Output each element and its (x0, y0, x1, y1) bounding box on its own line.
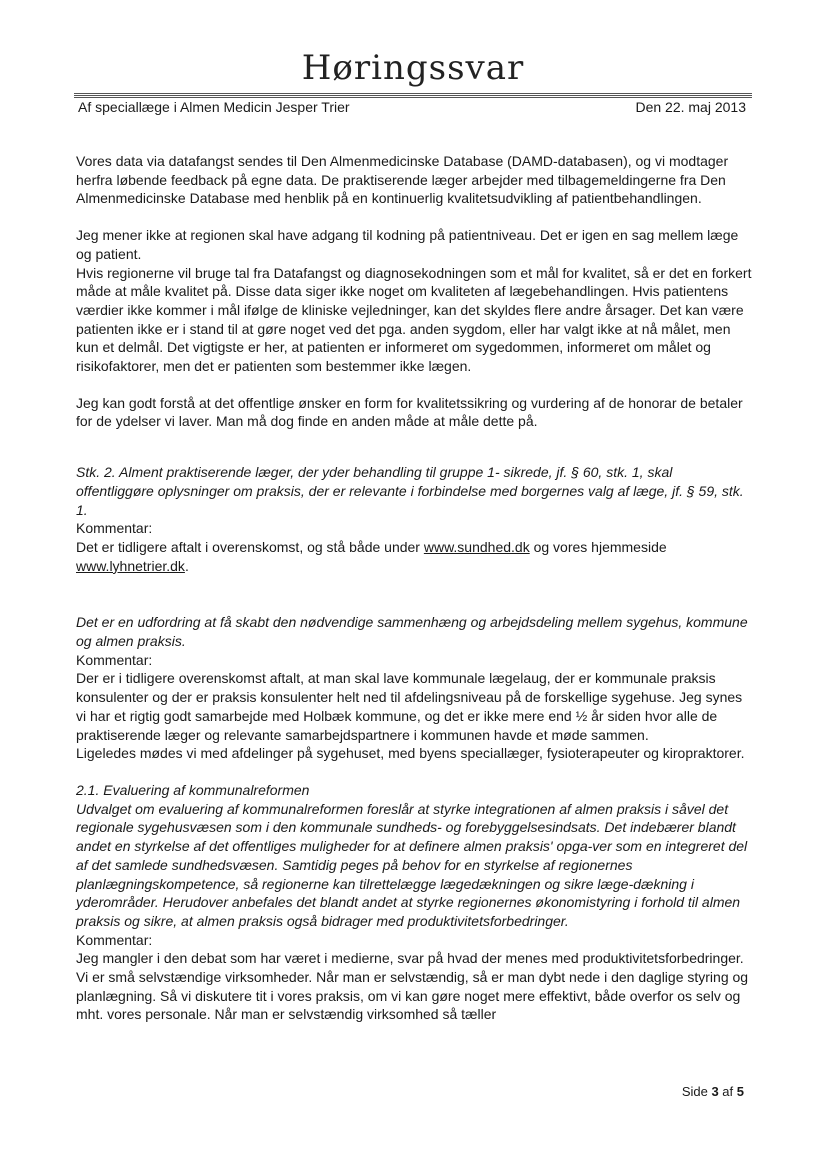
section-21-quote: Udvalget om evaluering af kommunalreformen foreslår at styrke integrationen af almen praksis i såvel det regionale sygehusvæsen som i den kommunale sundheds- og forebyggelsesindsats. Det indebærer blandt andet en styrkelse af det offentliges muligheder for at definere almen praksis' opga-ver som en integreret del af det samlede sundhedsvæsen. Samtidig peges på behov for en styrkelse af regionernes planlægningskompetence, så regionerne kan tilrettelægge lægedækningen og sikre læge-dækning i yderområder. Herudover anbefales det blandt andet at styrke regionernes økonomistyring i forhold til almen praksis og sikre, at almen praksis også bidrager med produktivitetsforbedringer. (76, 800, 748, 929)
sundhed-link[interactable]: www.sundhed.dk (423, 538, 530, 555)
stk2-text-after: . (184, 557, 189, 574)
page-current: 3 (711, 1084, 719, 1099)
collaboration-comment: Der er i tidligere overenskomst aftalt, at man skal lave kommunale lægelaug, der er kommunale praksis konsulenter og der er praksis konsulenter helt ned til afdelingsniveau på de forskellige sygehuse. Jeg synes vi har et rigtig godt samarbejde med Holbæk kommune, og det er ikke mere end ½ år siden hvor alle de praktiserende læger og relevante samarbejdspartnere i kommunen havde et møde sammen. (76, 670, 743, 743)
paragraph-quality: Hvis regionerne vil bruge tal fra Datafangst og diagnosekodningen som et mål for kvalitet, så er det en forkert måde at måle kvalitet på. Disse data siger ikke noget om kvaliteten af lægebehandlingen. Hvis patientens værdier ikke kommer i mål ifølge de kliniske vejledninger, kan det skyldes flere andre årsager. Det kan være patienten ikke er i stand til at gøre noget ved det pga. anden sygdom, eller har valgt ikke at nå målet, men kun et delmål. Det vigtigste er her, at patienten er informeret om sygedommen, informeret om målet og risikofaktorer, men det er patienten som bestemmer ikke lægen. (76, 264, 752, 375)
stk2-quote: Stk. 2. Alment praktiserende læger, der yder behandling til gruppe 1- sikrede, jf. § 60, stk. 1, skal offentliggøre oplysninger om praksis, der er relevante i forbindelse med borgernes valg af læge, jf. § 59, stk. 1. (76, 464, 744, 518)
page-prefix: Side (681, 1084, 712, 1099)
author-line: Af speciallæge i Almen Medicin Jesper Trier (78, 99, 350, 115)
document-title: Høringssvar (301, 48, 525, 88)
section-21-comment-label: Kommentar: (76, 931, 153, 948)
paragraph-damd: Vores data via datafangst sendes til Den Almenmedicinske Database (DAMD-databasen), og vi modtager herfra løbende feedback på egne data. De praktiserende læger arbejder med tilbagemeldingerne fra Den Almenmedicinske Database med henblik på en kontinuerlig kvalitetsudvikling af patientbehandlingen. (76, 153, 729, 207)
section-21-heading: 2.1. Evaluering af kommunalreformen (76, 781, 310, 798)
collaboration-quote: Det er en udfordring at få skabt den nødvendige sammenhæng og arbejdsdeling mellem sygehus, kommune og almen praksis. (76, 614, 748, 650)
page-middle: af (718, 1084, 737, 1099)
collaboration-comment-label: Kommentar: (76, 651, 153, 668)
stk2-comment-label: Kommentar: (76, 520, 153, 537)
document-body (76, 152, 754, 1024)
paragraph-coding: Jeg mener ikke at regionen skal have adgang til kodning på patientniveau. Det er igen en sag mellem læge og patient. (76, 227, 739, 262)
page-number (682, 1084, 744, 1099)
date-line: Den 22. maj 2013 (635, 99, 746, 115)
stk2-text-middle: og vores hjemmeside (529, 538, 667, 555)
page-total: 5 (736, 1084, 744, 1099)
paragraph-honorar: Jeg kan godt forstå at det offentlige ønsker en form for kvalitetssikring og vurdering af de honorar de betaler for de ydelser vi laver. Man må dog finde en anden måde at måle dette på. (76, 394, 743, 430)
header-rule (74, 92, 752, 98)
stk2-text-before: Det er tidligere aftalt i overenskomst, og stå både under (76, 538, 424, 555)
section-21-comment: Jeg mangler i den debat som har været i medierne, svar på hvad der menes med produktivitetsforbedringer. Vi er små selvstændige virksomheder. Når man er selvstændig, så er man dybt nede i den daglige styring og planlægning. Så vi diskutere tit i vores praksis, om vi kan gøre noget mere effektivt, både overfor os selv og mht. vores personale. Når man er selvstændig virksomhed så tæller (76, 950, 749, 1023)
lyhnetrier-link[interactable]: www.lyhnetrier.dk (76, 557, 185, 574)
collaboration-comment-2: Ligeledes mødes vi med afdelinger på sygehuset, med byens speciallæger, fysioterapeuter og kiropraktorer. (76, 745, 745, 762)
stk2-comment (76, 538, 754, 575)
